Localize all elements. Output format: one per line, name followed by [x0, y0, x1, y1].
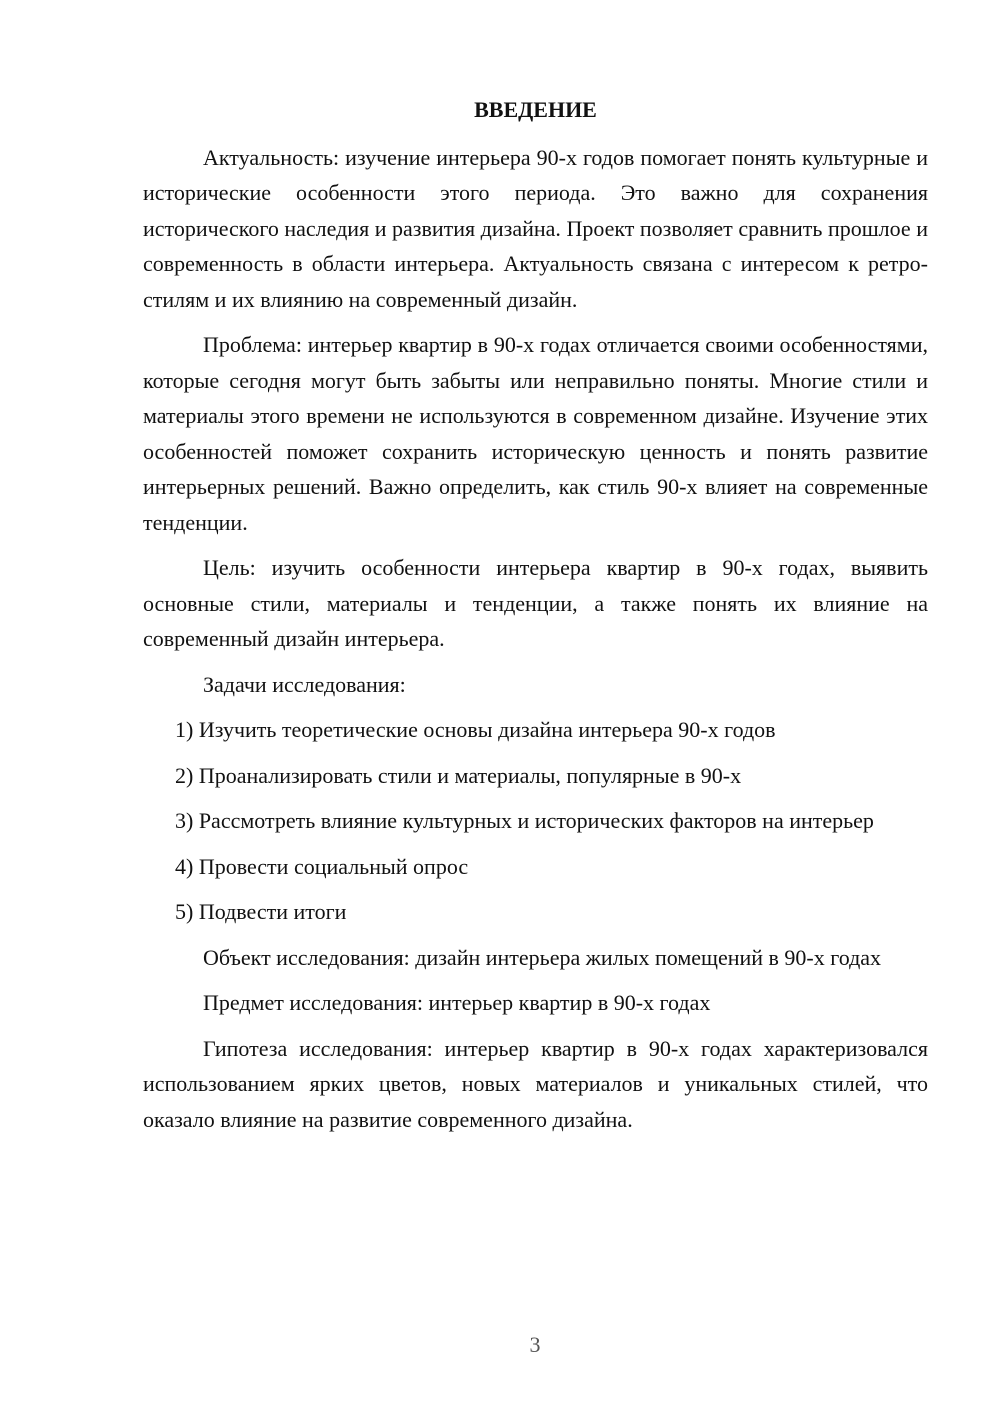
task-item-3: 3) Рассмотреть влияние культурных и исторических факторов на интерьер	[175, 808, 874, 833]
task-item-5: 5) Подвести итоги	[175, 899, 347, 924]
page-title: ВВЕДЕНИЕ	[474, 97, 597, 122]
page-number: 3	[529, 1332, 541, 1357]
task-item-2: 2) Проанализировать стили и материалы, популярные в 90-х	[175, 762, 742, 788]
object-paragraph: Объект исследования: дизайн интерьера жилых помещений в 90-х годах	[203, 944, 882, 970]
page-content	[143, 92, 928, 1147]
goal-paragraph: Цель: изучить особенности интерьера квартир в 90-х годах, выявить основные стили, материалы и тенденции, а также понять их влияние на современный дизайн интерьера.	[143, 555, 928, 651]
subject-paragraph: Предмет исследования: интерьер квартир в 90-х годах	[203, 990, 711, 1015]
hypothesis-paragraph: Гипотеза исследования: интерьер квартир в 90-х годах характеризовался использованием ярких цветов, новых материалов и уникальных стилей, что оказало влияние на развитие современного дизайна.	[143, 1035, 928, 1132]
relevance-paragraph: Актуальность: изучение интерьера 90-х годов помогает понять культурные и исторические особенности этого периода. Это важно для сохранения исторического наследия и развития дизайна. Проект позволяет сравнить прошлое и современность в области интерьера. Актуальность связана с интересом к ретро-стилям и их влиянию на современный дизайн.	[143, 144, 928, 312]
problem-paragraph: Проблема: интерьер квартир в 90-х годах отличается своими особенностями, которые сегодня могут быть забыты или неправильно поняты. Многие стили и материалы этого времени не используются в современном дизайне. Изучение этих особенностей поможет сохранить историческую ценность и понять развитие интерьерных решений. Важно определить, как стиль 90-х влияет на современные тенденции.	[143, 332, 928, 535]
task-item-4: 4) Провести социальный опрос	[175, 853, 469, 879]
tasks-heading: Задачи исследования:	[203, 671, 406, 697]
task-item-1: 1) Изучить теоретические основы дизайна интерьера 90-х годов	[175, 717, 776, 742]
